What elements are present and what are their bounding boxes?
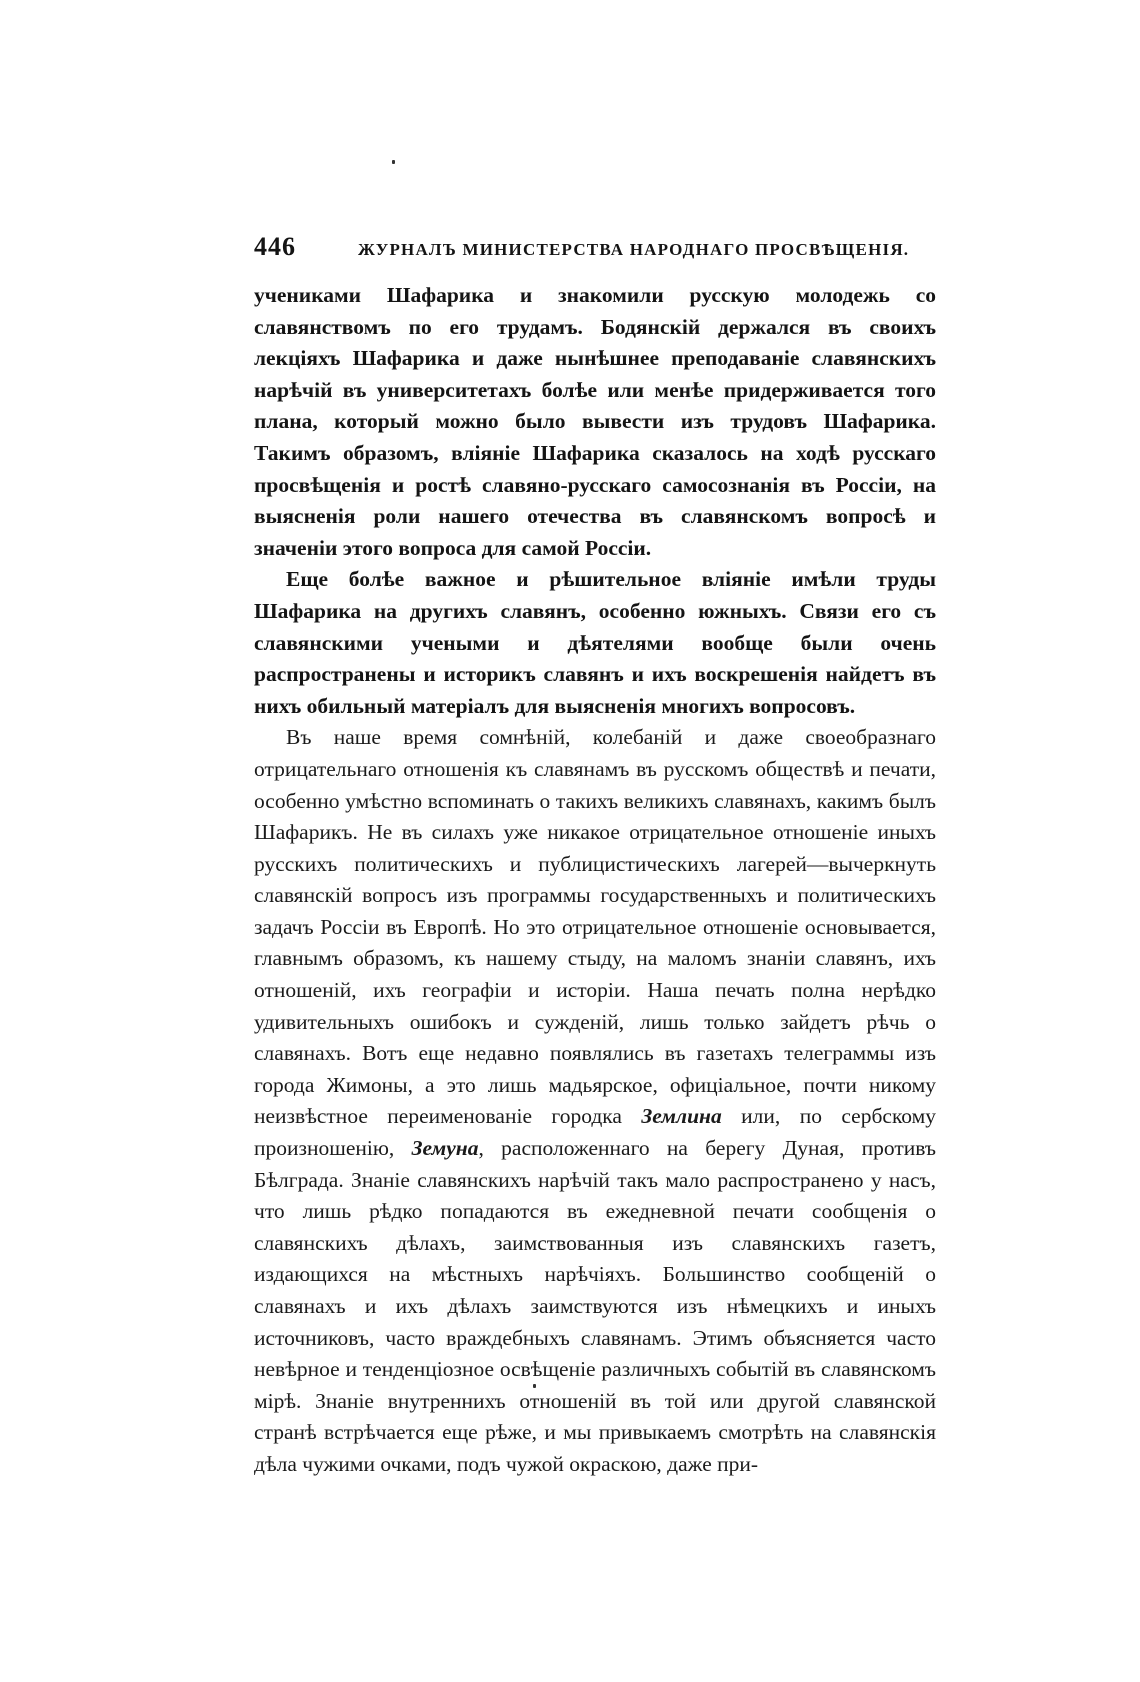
scan-speck-top — [392, 160, 395, 164]
italic-place-name-zemun: Земуна — [411, 1136, 479, 1161]
paragraph-3 — [254, 722, 936, 1480]
paragraph-3-text-after: , расположеннаго на берегу Дуная, противъ Бѣлграда. Знаніе славянскихъ нарѣчій такъ мало распространено у насъ, что лишь рѣдко попадаются въ ежедневной печати сообщенія о славянскихъ дѣлахъ, заимствованныя изъ славянскихъ газетъ, издающихся на мѣстныхъ нарѣчіяхъ. Большинство сообщеній о славянахъ и ихъ дѣлахъ заимствуются изъ нѣмецкихъ и иныхъ источниковъ, часто враждебныхъ славянамъ. Этимъ объясняется часто невѣрное и тенденціозное освѣщеніе различныхъ событій въ славянскомъ мірѣ. Знаніе внутреннихъ отношеній въ той или другой славянской странѣ встрѣчается еще рѣже, и мы привыкаемъ смотрѣть на славянскія дѣла чужими очками, подъ чужой окраскою, даже при- — [254, 1136, 936, 1476]
paragraph-3-text-middle: или, по сербскому произношенію, — [254, 1104, 937, 1161]
page-header — [254, 232, 936, 268]
paragraph-3-text-before: Въ наше время сомнѣній, колебаній и даже своеобразнаго отрицательнаго отношенія къ славянамъ въ русскомъ обществѣ и печати, особенно умѣстно вспоминать о такихъ великихъ славянахъ, какимъ былъ Шафарикъ. Не въ силахъ уже никакое отрицательное отношеніе иныхъ русскихъ политическихъ и публицистическихъ лагерей—вычеркнуть славянскій вопросъ изъ программы государственныхъ и политическихъ задачъ Россіи въ Европѣ. Но это отрицательное отношеніе основывается, главнымъ образомъ, къ нашему стыду, на маломъ знаніи славянъ, ихъ отношеній, ихъ географіи и исторіи. Наша печать полна нерѣдко удивительныхъ ошибокъ и сужденій, лишь только зайдетъ рѣчь о славянахъ. Вотъ еще недавно появлялись въ газетахъ телеграммы изъ города Жимоны, а это лишь мадьярское, офиціальное, почти никому неизвѣстное переименованіе городка — [254, 725, 936, 1129]
italic-place-name-zemlin: Землина — [641, 1104, 722, 1129]
body-text — [254, 280, 936, 1481]
page-number: 446 — [254, 232, 296, 261]
running-title: ЖУРНАЛЪ МИНИСТЕРСТВА НАРОДНАГО ПРОСВѢЩЕНІЯ. — [358, 240, 910, 259]
paragraph-1: учениками Шафарика и знакомили русскую молодежь со славянствомъ по его трудамъ. Бодянскій держался въ своихъ лекціяхъ Шафарика и даже нынѣшнее преподаваніе славянскихъ нарѣчій въ университетахъ болѣе или менѣе придерживается того плана, который можно было вывести изъ трудовъ Шафарика. Такимъ образомъ, вліяніе Шафарика сказалось на ходѣ русскаго просвѣщенія и ростѣ славяно-русскаго самосознанія въ Россіи, на выясненія роли нашего отечества въ славянскомъ вопросѣ и значеніи этого вопроса для самой Россіи. — [254, 283, 936, 560]
paragraph-2: Еще болѣе важное и рѣшительное вліяніе имѣли труды Шафарика на другихъ славянъ, особенно южныхъ. Связи его съ славянскими учеными и дѣятелями вообще были очень распространены и историкъ славянъ и ихъ воскрешенія найдетъ въ нихъ обильный матеріалъ для выясненія многихъ вопросовъ. — [254, 567, 936, 718]
